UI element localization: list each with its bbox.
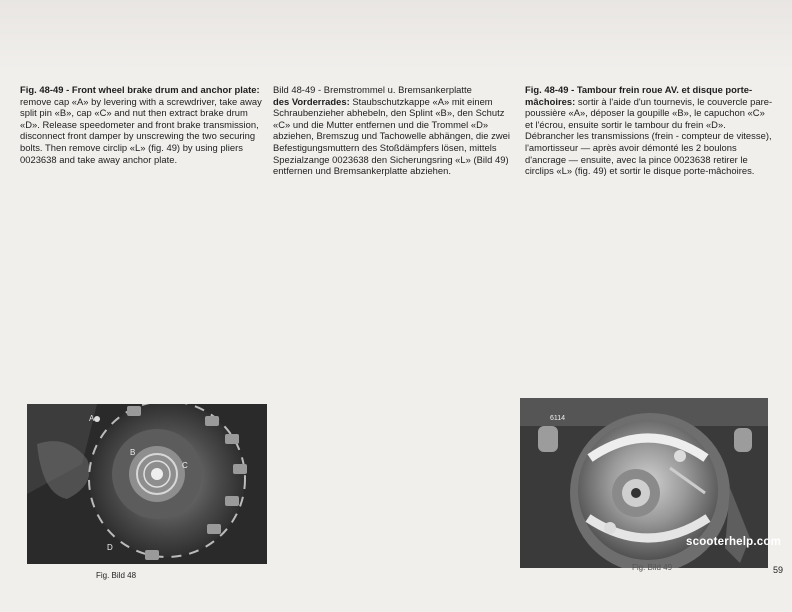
- german-intro: Bild 48-49 - Bremstrommel u. Bremsankerplatte: [273, 84, 472, 95]
- part-number-label: 6114: [550, 415, 566, 422]
- figure-48-photo: [27, 404, 267, 564]
- label-b: B: [130, 448, 136, 457]
- page-number: 59: [773, 565, 784, 575]
- label-a: A: [89, 414, 95, 423]
- column-french: [525, 84, 775, 177]
- english-heading: Fig. 48-49 - Front wheel brake drum and anchor plate:: [20, 84, 260, 95]
- figure-48-caption: Fig. Bild 48: [96, 571, 137, 580]
- german-heading: des Vorderrades:: [273, 95, 350, 107]
- label-d: D: [107, 543, 113, 552]
- figure-49-caption: Fig. Bild 49: [632, 563, 673, 572]
- front-wheel-hub-illustration: [27, 404, 267, 564]
- column-english: [20, 84, 264, 165]
- english-body: remove cap «A» by levering with a screwdriver, take away split pin «B», cap «C» and nut then extract brake drum «D». Release speedometer and front brake transmission, disconnect front damper by unscrewing the two securing bolts. Then remove circlip «L» (fig. 49) by using pliers 0023638 and take away anchor plate.: [20, 95, 262, 165]
- label-c: C: [182, 461, 188, 470]
- watermark: scooterhelp.com: [686, 536, 782, 548]
- french-heading: Fig. 48-49 - Tambour frein roue AV. et disque porte-mâchoires:: [525, 84, 753, 107]
- column-german: [273, 84, 517, 177]
- german-body: Staubschutzkappe «A» mit einem Schraubenzieher abhebeln, den Splint «B», den Schutz «C» und die Mutter entfernen und die Trommel «D» abziehen, Bremszug und Tachowelle abhängen, die zwei Befestigungsmuttern des Stoßdämpfers lösen, mittels Spezialzange 0023638 den Sicherungsring «L» (Bild 49) entfernen und Bremsankerplatte abziehen.: [273, 95, 510, 177]
- french-body: sortir à l'aide d'un tournevis, le couvercle pare-poussière «A», déposer la goupille «B», le capuchon «C» et l'écrou, ensuite sortir le tambour du frein «D». Débrancher les transmissions (frein - compteur de vitesse), l'amortisseur — après avoir démonté les 2 boulons d'ancrage — ensuite, avec la pince 0023638 retirer le circlips «L» (fig. 49) et sortir le disque porte-mâchoires.: [525, 95, 773, 177]
- scan-shading: [0, 0, 792, 70]
